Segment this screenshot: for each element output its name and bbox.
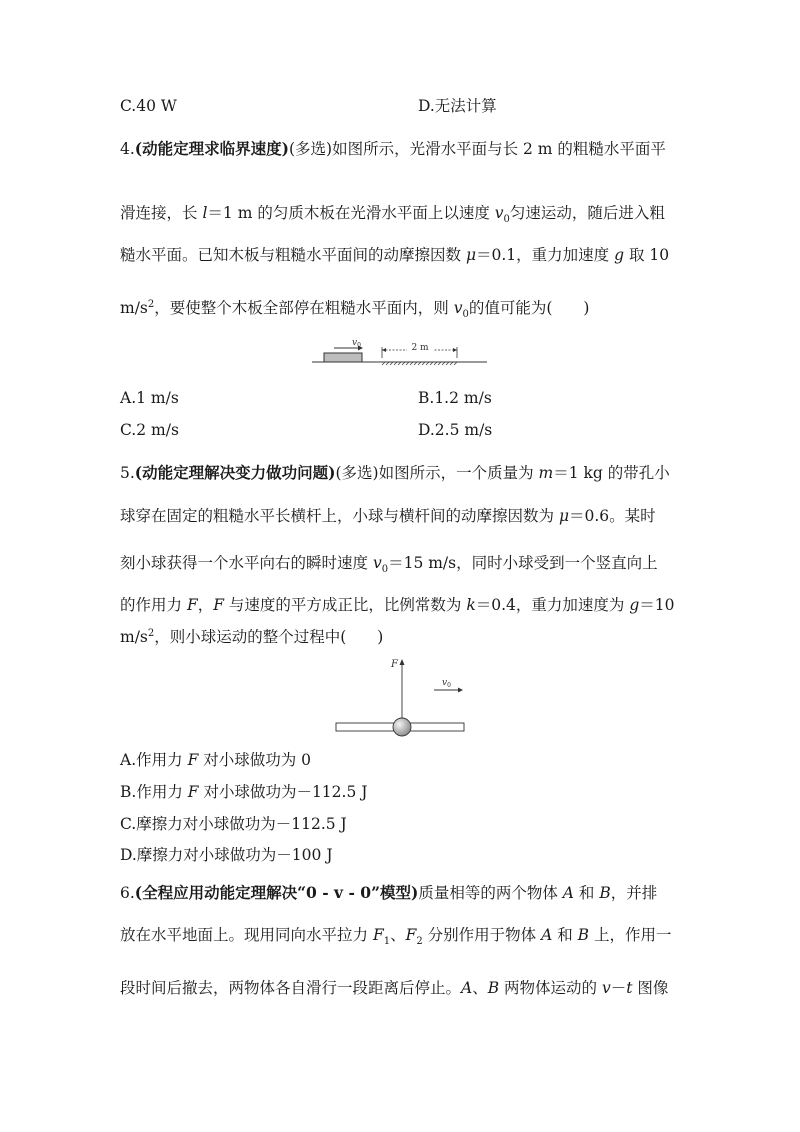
q4-figure <box>312 334 492 370</box>
q6-text: 放在水平地面上。现用同向水平拉力 <box>120 926 373 944</box>
q6-tag: (全程应用动能定理解决“0 - v - 0”模型) <box>134 883 419 902</box>
q5-option-d: D.摩擦力对小球做功为－100 J <box>120 846 333 864</box>
force-arrowhead <box>400 659 405 665</box>
fig-v-label: $v_0$ <box>442 678 451 689</box>
q6-var-A: A <box>562 884 574 902</box>
q4-line-1 <box>120 141 666 158</box>
q6-line-2 <box>120 926 672 948</box>
q4-multi: (多选) <box>288 140 333 158</box>
q6-text: 和 <box>552 926 578 944</box>
fig-length-label: 2 m <box>411 343 429 353</box>
q5-text: ， <box>197 596 214 614</box>
q5-opt-text: 对小球做功为 0 <box>198 751 312 769</box>
q5-multi: (多选) <box>335 464 379 482</box>
q5-sub: 0 <box>381 564 389 576</box>
q6-var-t: t <box>626 979 633 997</box>
dim-arrow-left <box>382 348 386 352</box>
q5-number: 5. <box>120 464 135 482</box>
ball <box>393 718 411 736</box>
q4-text: ＝0.1，重力加速度 <box>476 246 615 264</box>
q6-text: 两物体运动的 <box>499 979 602 997</box>
q6-var-A: A <box>461 979 473 997</box>
q4-var-l: l <box>202 204 208 222</box>
velocity-arrowhead <box>458 688 463 693</box>
q4-text: 糙水平面。已知木板与粗糙水平面间的动摩擦因数 <box>120 246 466 264</box>
q6-text: 质量相等的两个物体 <box>418 884 563 902</box>
q5-var-F: F <box>187 751 199 769</box>
q4-var-v: v <box>494 204 504 222</box>
q5-text: ＝0.4，重力加速度为 <box>475 596 630 614</box>
q6-text: － <box>610 979 627 997</box>
q5-var-F: F <box>187 783 199 801</box>
q4-sub: 0 <box>462 309 469 321</box>
fig-v-label: $v_0$ <box>352 338 361 349</box>
q5-var-F: F <box>186 596 198 614</box>
q4-option-a: A.1 m/s <box>120 389 179 407</box>
q5-var-F: F <box>213 596 224 614</box>
q5-text: 球穿在固定的粗糙水平长横杆上，小球与横杆间的动摩擦因数为 <box>120 507 559 525</box>
q5-line-1 <box>120 465 670 482</box>
q4-text: 取 10 <box>624 246 670 264</box>
q4-sup: 2 <box>147 298 155 310</box>
q5-opt-text: B.作用力 <box>120 783 188 801</box>
fig-F-label: F <box>391 659 398 670</box>
q4-option-d: D.2.5 m/s <box>418 421 493 439</box>
q4-text: 的值可能为( ) <box>468 299 590 317</box>
q6-var-F1: F <box>372 926 384 944</box>
q6-sub: 2 <box>416 936 423 948</box>
q5-text: 与速度的平方成正比，比例常数为 <box>223 596 467 614</box>
q4-number: 4. <box>120 140 135 158</box>
q5-text: ＝15 m/s，同时小球受到一个竖直向上 <box>388 554 658 572</box>
q4-text: 匀速运动，随后进入粗 <box>509 204 665 222</box>
q5-line-3 <box>120 554 658 576</box>
q6-var-v: v <box>601 979 611 997</box>
q4-text: ，要使整个木板全部停在粗糙水平面内，则 <box>154 299 454 317</box>
wood-board <box>324 353 362 362</box>
q5-line-5 <box>120 627 384 646</box>
q5-text: ，则小球运动的整个过程中( ) <box>154 628 384 646</box>
q5-opt-text: A.作用力 <box>120 751 188 769</box>
q6-text: 、 <box>472 979 488 997</box>
q5-option-a <box>120 753 311 769</box>
q5-var-mu: μ <box>558 507 570 525</box>
dim-arrow-right <box>453 348 457 352</box>
q4-text: m/s <box>120 299 148 317</box>
q5-opt-text: 对小球做功为－112.5 J <box>198 783 368 801</box>
q6-text: 图像 <box>632 979 669 997</box>
q5-option-b <box>120 785 367 801</box>
q5-line-4 <box>120 598 675 614</box>
q6-line-1 <box>120 885 657 902</box>
q5-text: 如图所示，一个质量为 <box>378 464 539 482</box>
q6-number: 6. <box>120 884 135 902</box>
q5-line-2 <box>120 509 656 525</box>
q6-text: 上，作用一 <box>589 926 672 944</box>
q4-option-c: C.2 m/s <box>120 421 179 439</box>
q5-text: ＝0.6。某时 <box>569 507 656 525</box>
q4-sub: 0 <box>503 214 510 226</box>
q4-var-g: g <box>614 246 625 264</box>
q4-var-v: v <box>453 299 463 317</box>
q4-var-mu: μ <box>465 246 477 264</box>
q5-text: m/s <box>120 628 148 646</box>
q6-var-B: B <box>599 884 611 902</box>
q6-text: ，并排 <box>610 884 658 902</box>
q5-var-g: g <box>629 596 640 614</box>
q4-option-b: B.1.2 m/s <box>418 389 492 407</box>
q5-sup: 2 <box>147 627 155 639</box>
q6-line-3 <box>120 981 668 997</box>
q4-tag: (动能定理求临界速度) <box>134 139 289 158</box>
q4-line-4 <box>120 298 590 321</box>
q6-var-A: A <box>541 926 553 944</box>
q6-text: 段时间后撤去，两物体各自滑行一段距离后停止。 <box>120 979 462 997</box>
q5-tag: (动能定理解决变力做功问题) <box>134 463 336 482</box>
q6-var-F2: F <box>405 926 417 944</box>
q5-var-v: v <box>372 554 382 572</box>
q5-text: ＝1 kg 的带孔小 <box>553 464 670 482</box>
q4-text: ＝1 m 的匀质木板在光滑水平面上以速度 <box>207 204 495 222</box>
q5-var-m: m <box>538 464 554 482</box>
q5-text: ＝10 <box>639 596 675 614</box>
q5-var-k: k <box>466 596 476 614</box>
q4-line-2 <box>120 204 665 226</box>
q6-text: 、 <box>390 926 406 944</box>
option-d-prev: D.无法计算 <box>418 97 497 115</box>
q5-text: 刻小球获得一个水平向右的瞬时速度 <box>120 554 373 572</box>
q5-figure <box>330 654 470 744</box>
q5-text: 的作用力 <box>120 596 187 614</box>
q4-text: 滑连接，长 <box>120 204 203 222</box>
q6-var-B: B <box>577 926 590 944</box>
q6-text: 分别作用于物体 <box>422 926 542 944</box>
option-c-prev: C.40 W <box>120 97 177 115</box>
q4-line-3 <box>120 248 669 264</box>
q4-text: 如图所示，光滑水平面与长 2 m 的粗糙水平面平 <box>332 140 666 158</box>
q5-option-c: C.摩擦力对小球做功为－112.5 J <box>120 815 347 833</box>
q6-var-B: B <box>487 979 500 997</box>
q6-sub: 1 <box>383 936 391 948</box>
q6-text: 和 <box>573 884 600 902</box>
